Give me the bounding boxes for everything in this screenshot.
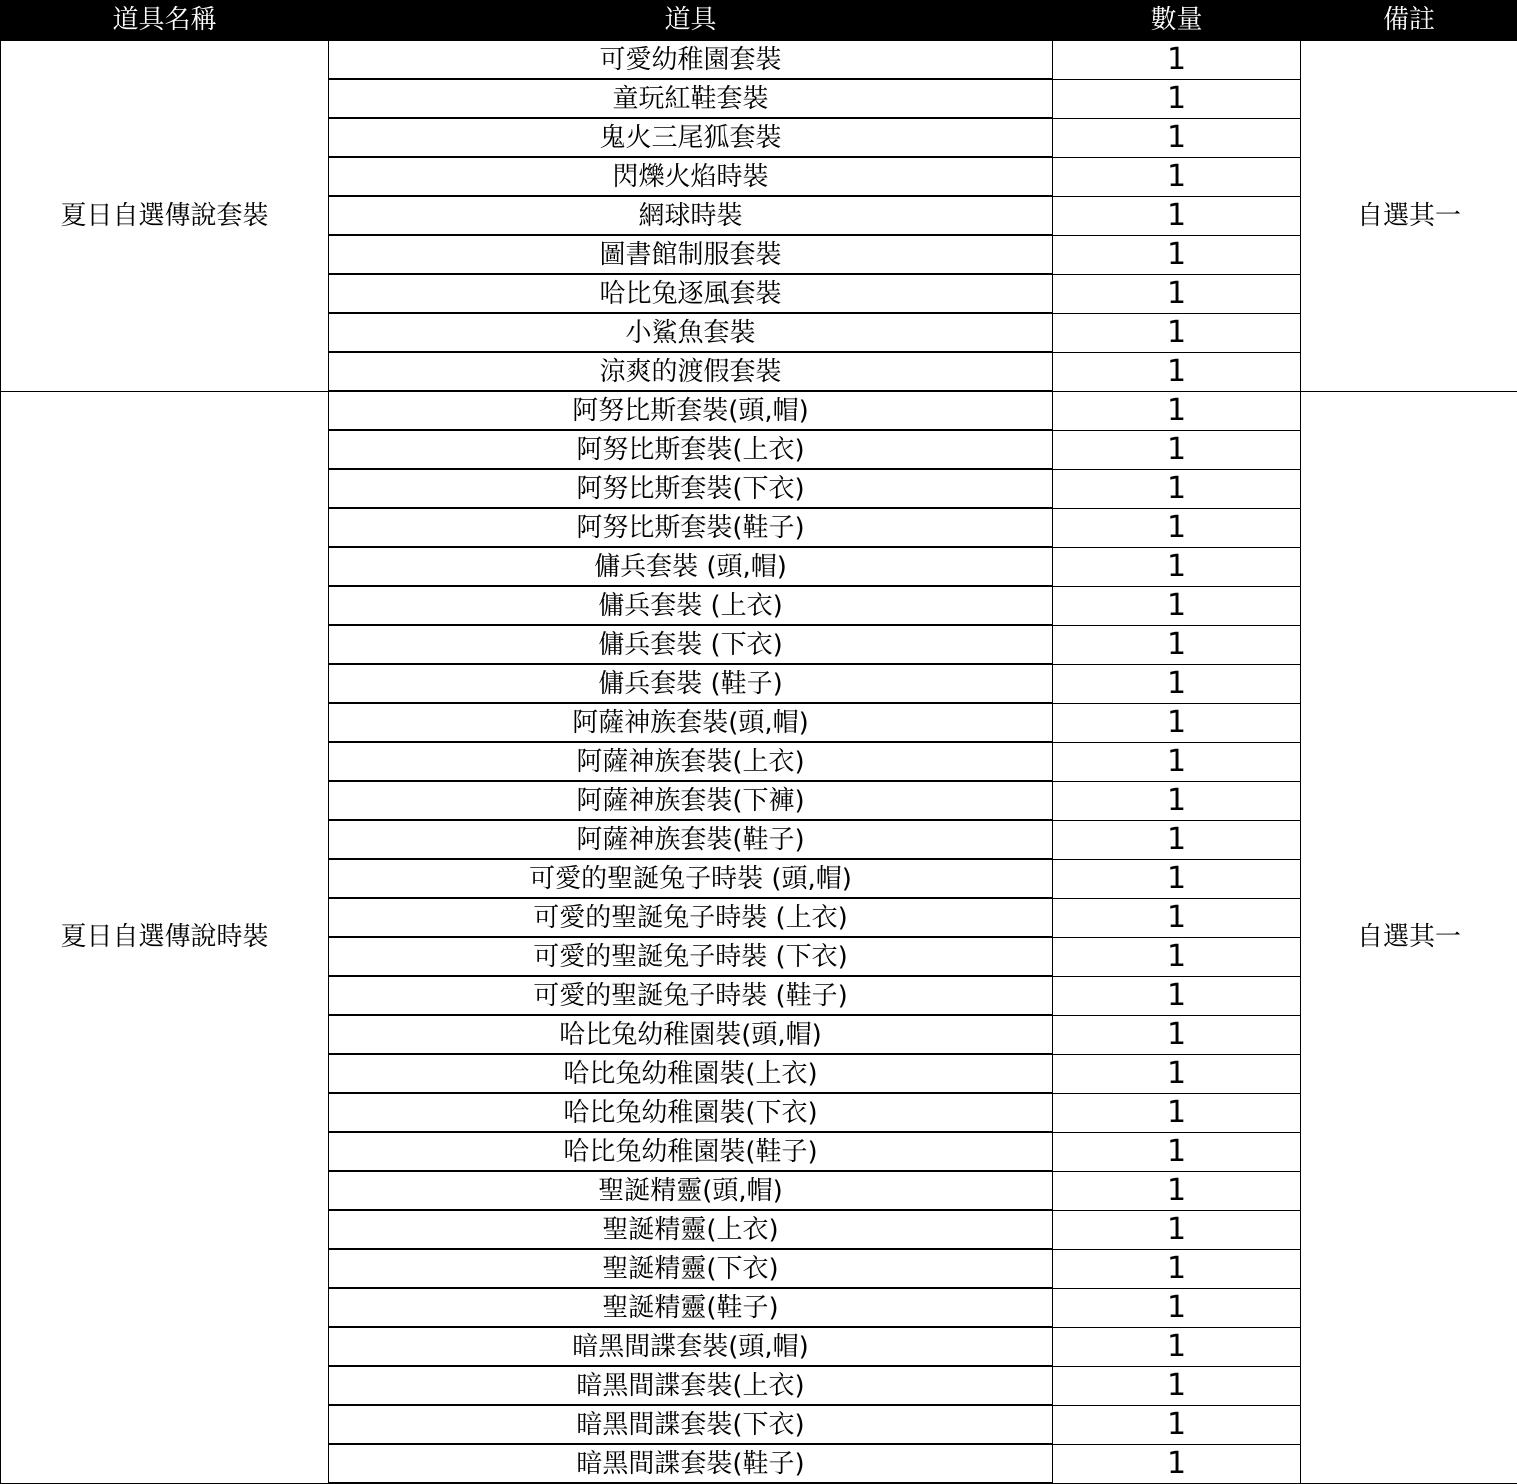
item-cell: 暗黑間諜套裝(頭,帽)	[329, 1327, 1053, 1366]
quantity-cell: 1	[1053, 781, 1301, 820]
item-cell: 聖誕精靈(下衣)	[329, 1249, 1053, 1288]
note-cell: 自選其一	[1301, 40, 1517, 391]
item-cell: 可愛的聖誕兔子時裝 (下衣)	[329, 937, 1053, 976]
item-cell: 聖誕精靈(鞋子)	[329, 1288, 1053, 1327]
item-cell: 哈比兔逐風套裝	[329, 274, 1053, 313]
quantity-cell: 1	[1053, 196, 1301, 235]
quantity-cell: 1	[1053, 1210, 1301, 1249]
quantity-cell: 1	[1053, 1249, 1301, 1288]
quantity-cell: 1	[1053, 157, 1301, 196]
note-cell: 自選其一	[1301, 391, 1517, 1483]
header-note: 備註	[1301, 1, 1517, 41]
item-cell: 哈比兔幼稚園裝(頭,帽)	[329, 1015, 1053, 1054]
header-item: 道具	[329, 1, 1053, 41]
quantity-cell: 1	[1053, 703, 1301, 742]
table-row	[1, 40, 1517, 79]
quantity-cell: 1	[1053, 391, 1301, 430]
item-cell: 鬼火三尾狐套裝	[329, 118, 1053, 157]
quantity-cell: 1	[1053, 1366, 1301, 1405]
header-quantity: 數量	[1053, 1, 1301, 41]
item-cell: 聖誕精靈(頭,帽)	[329, 1171, 1053, 1210]
quantity-cell: 1	[1053, 235, 1301, 274]
quantity-cell: 1	[1053, 274, 1301, 313]
quantity-cell: 1	[1053, 1405, 1301, 1444]
item-cell: 阿努比斯套裝(頭,帽)	[329, 391, 1053, 430]
quantity-cell: 1	[1053, 1171, 1301, 1210]
item-cell: 阿努比斯套裝(鞋子)	[329, 508, 1053, 547]
quantity-cell: 1	[1053, 430, 1301, 469]
quantity-cell: 1	[1053, 79, 1301, 118]
item-cell: 閃爍火焰時裝	[329, 157, 1053, 196]
quantity-cell: 1	[1053, 859, 1301, 898]
item-cell: 可愛幼稚園套裝	[329, 40, 1053, 79]
quantity-cell: 1	[1053, 1015, 1301, 1054]
item-cell: 暗黑間諜套裝(下衣)	[329, 1405, 1053, 1444]
quantity-cell: 1	[1053, 352, 1301, 391]
item-cell: 阿薩神族套裝(鞋子)	[329, 820, 1053, 859]
item-cell: 傭兵套裝 (下衣)	[329, 625, 1053, 664]
item-cell: 傭兵套裝 (鞋子)	[329, 664, 1053, 703]
group-name-cell: 夏日自選傳說時裝	[1, 391, 329, 1483]
item-cell: 哈比兔幼稚園裝(鞋子)	[329, 1132, 1053, 1171]
quantity-cell: 1	[1053, 1054, 1301, 1093]
quantity-cell: 1	[1053, 1132, 1301, 1171]
quantity-cell: 1	[1053, 937, 1301, 976]
quantity-cell: 1	[1053, 586, 1301, 625]
table-body	[1, 40, 1517, 1483]
item-cell: 暗黑間諜套裝(上衣)	[329, 1366, 1053, 1405]
quantity-cell: 1	[1053, 1288, 1301, 1327]
quantity-cell: 1	[1053, 1327, 1301, 1366]
item-cell: 傭兵套裝 (上衣)	[329, 586, 1053, 625]
quantity-cell: 1	[1053, 664, 1301, 703]
quantity-cell: 1	[1053, 118, 1301, 157]
item-cell: 網球時裝	[329, 196, 1053, 235]
item-cell: 可愛的聖誕兔子時裝 (上衣)	[329, 898, 1053, 937]
item-cell: 童玩紅鞋套裝	[329, 79, 1053, 118]
quantity-cell: 1	[1053, 547, 1301, 586]
item-cell: 阿努比斯套裝(上衣)	[329, 430, 1053, 469]
item-cell: 阿薩神族套裝(上衣)	[329, 742, 1053, 781]
item-cell: 涼爽的渡假套裝	[329, 352, 1053, 391]
item-cell: 傭兵套裝 (頭,帽)	[329, 547, 1053, 586]
item-cell: 聖誕精靈(上衣)	[329, 1210, 1053, 1249]
header-item-name: 道具名稱	[1, 1, 329, 41]
item-cell: 阿努比斯套裝(下衣)	[329, 469, 1053, 508]
table-row	[1, 391, 1517, 430]
item-cell: 阿薩神族套裝(頭,帽)	[329, 703, 1053, 742]
item-cell: 可愛的聖誕兔子時裝 (頭,帽)	[329, 859, 1053, 898]
quantity-cell: 1	[1053, 898, 1301, 937]
item-cell: 可愛的聖誕兔子時裝 (鞋子)	[329, 976, 1053, 1015]
item-cell: 暗黑間諜套裝(鞋子)	[329, 1444, 1053, 1483]
quantity-cell: 1	[1053, 40, 1301, 79]
quantity-cell: 1	[1053, 469, 1301, 508]
quantity-cell: 1	[1053, 1093, 1301, 1132]
group-name-cell: 夏日自選傳說套裝	[1, 40, 329, 391]
item-cell: 小鯊魚套裝	[329, 313, 1053, 352]
header-row	[1, 1, 1517, 41]
item-cell: 阿薩神族套裝(下褲)	[329, 781, 1053, 820]
table-header	[1, 1, 1517, 41]
quantity-cell: 1	[1053, 313, 1301, 352]
quantity-cell: 1	[1053, 508, 1301, 547]
item-cell: 哈比兔幼稚園裝(下衣)	[329, 1093, 1053, 1132]
quantity-cell: 1	[1053, 625, 1301, 664]
quantity-cell: 1	[1053, 976, 1301, 1015]
item-cell: 圖書館制服套裝	[329, 235, 1053, 274]
quantity-cell: 1	[1053, 742, 1301, 781]
quantity-cell: 1	[1053, 1444, 1301, 1483]
quantity-cell: 1	[1053, 820, 1301, 859]
item-cell: 哈比兔幼稚園裝(上衣)	[329, 1054, 1053, 1093]
